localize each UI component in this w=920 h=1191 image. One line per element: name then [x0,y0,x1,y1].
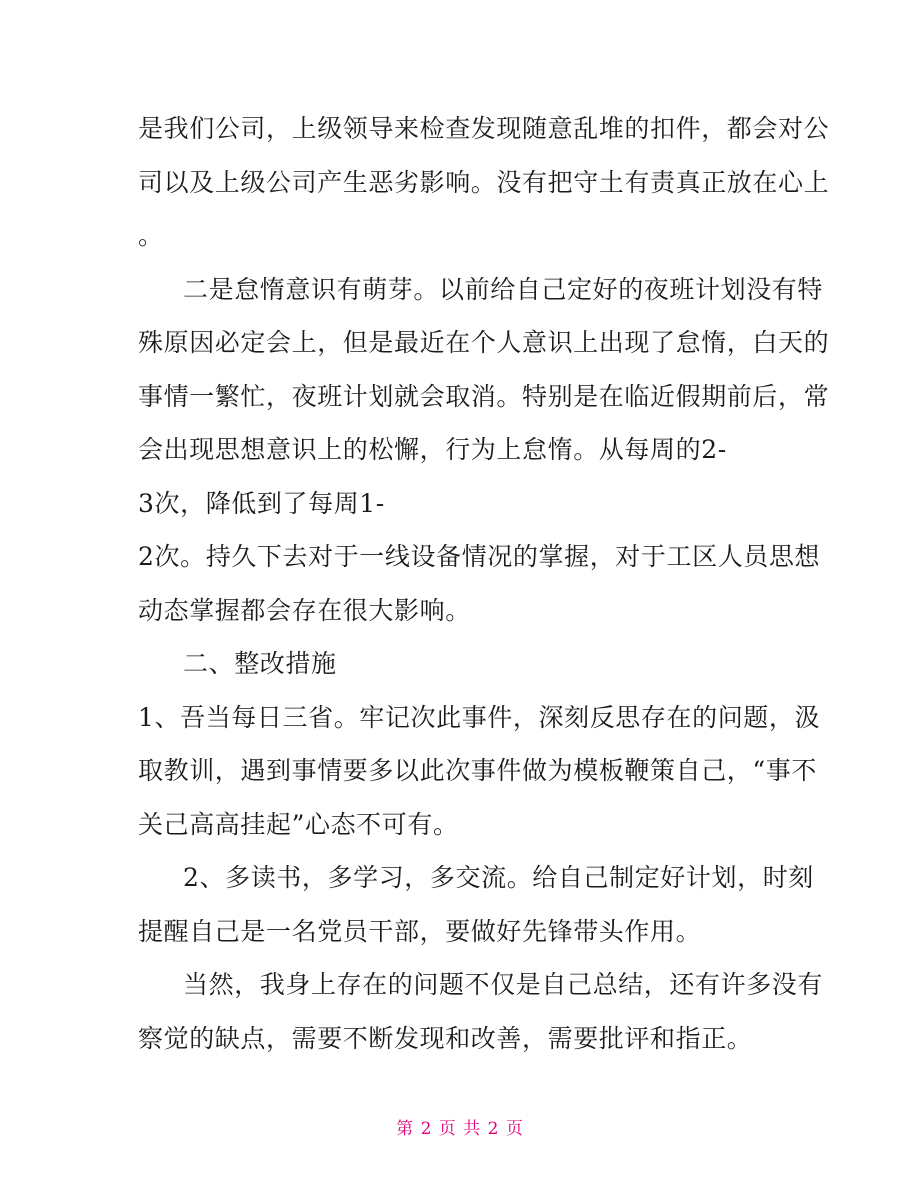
text-line-18: 察觉的缺点，需要不断发现和改善，需要批评和指正。 [138,1023,753,1053]
text-line-15: 2、多读书，多学习，多交流。给自己制定好计划，时刻 [183,863,814,892]
text-line-7: 会出现思想意识上的松懈，行为上怠惰。从每周的2- [138,435,727,464]
text-line-6: 事情一繁忙，夜班计划就会取消。特别是在临近假期前后，常 [138,381,830,411]
text-line-13: 取教训，遇到事情要多以此次事件做为模板鞭策自己，“事不 [138,756,817,785]
text-line-16: 提醒自己是一名党员干部，要做好先锋带头作用。 [138,916,702,946]
text-line-3: 。 [138,221,164,250]
text-line-1: 是我们公司，上级领导来检查发现随意乱堆的扣件，都会对公 [138,114,830,143]
text-line-14: 关己高高挂起”心态不可有。 [138,809,459,839]
text-line-12: 1、吾当每日三省。牢记次此事件，深刻反思存在的问题，汲 [138,702,821,732]
section-heading: 二、整改措施 [183,649,337,678]
text-line-4: 二是怠惰意识有萌芽。以前给自己定好的夜班计划没有特 [183,274,824,304]
text-line-5: 殊原因必定会上，但是最近在个人意识上出现了怠惰，白天的 [138,328,830,357]
text-line-2: 司以及上级公司产生恶劣影响。没有把守土有责真正放在心上 [138,167,830,197]
text-line-10: 动态掌握都会存在很大影响。 [138,595,471,625]
document-body [138,102,830,1065]
text-line-17: 当然，我身上存在的问题不仅是自己总结，还有许多没有 [183,970,824,999]
text-line-9: 2次。持久下去对于一线设备情况的掌握，对于工区人员思想 [138,542,821,571]
page-number-footer: 第 2 页 共 2 页 [396,1119,524,1139]
text-line-8: 3次，降低到了每周1- [138,488,385,518]
